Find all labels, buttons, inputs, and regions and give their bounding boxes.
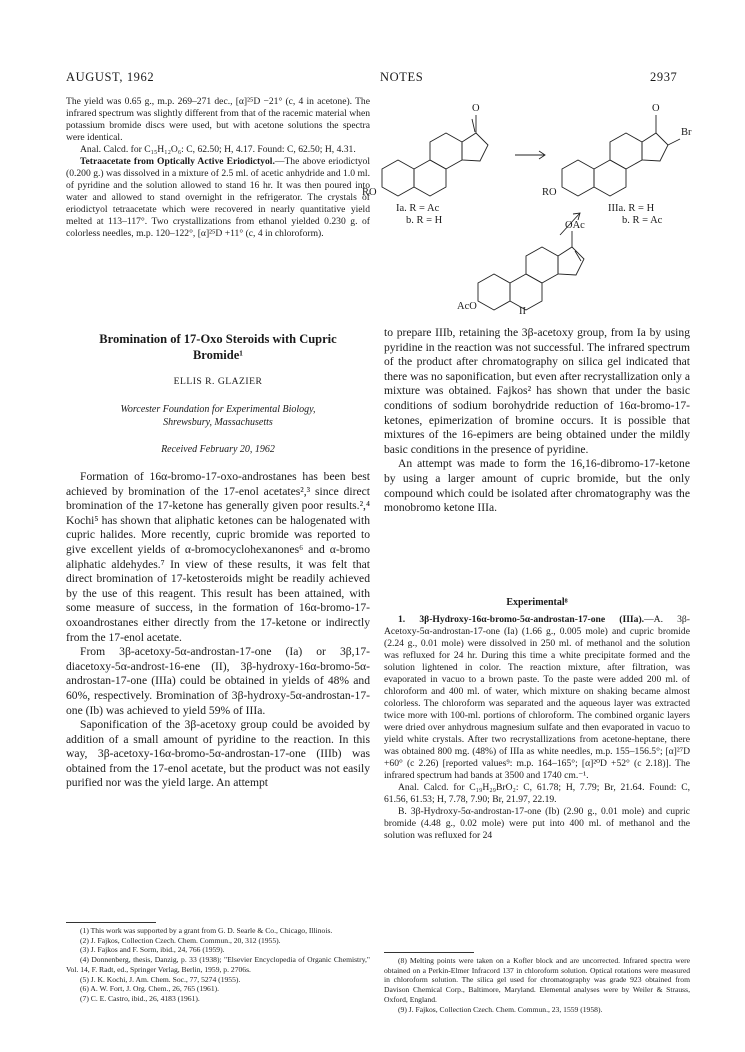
article-body-right <box>384 326 690 516</box>
compound-label-IIIa: IIIa. R = H <box>608 203 655 214</box>
procedure-text: —A. 3β-Acetoxy-5α-androstan-17-one (Ia) (1.66 g., 0.005 mole) and cupric bromide (2.24 g., 0.01 mole) were dissolved in 250 ml. of methanol and the solution was refluxed for 24 hr. During this time a white precipitate formed and the solution lightened in color. The reaction mixture, after filtration, was evaporated in vacuo to a brown paste. To the paste were added 200 ml. of chloroform and 400 ml. of water, which mixture on shaking became almost colorless. The chloroform was separated and the aqueous layer was extracted twice more with 100-ml. portions of chloroform. The combined organic layers were dried over anhydrous magnesium sulfate and then evaporated in vacuo to yield white crystals. After two recrystallizations from acetone-heptane, there was obtained 800 mg. (48%) of IIIa as white needles, m.p. 155–156.5°; [α]²⁷D +60° (c 2.26) [reported values⁹: m.p. 164–165°; [α]²⁰D +52° (c 2.18)]. The infrared spectrum had bands at 3500 and 1740 cm.⁻¹. <box>384 614 690 781</box>
steroid-structure-I <box>382 115 488 196</box>
footnote: (1) This work was supported by a grant from G. D. Searle & Co., Chicago, Illinois. <box>80 926 333 935</box>
body-paragraph: Formation of 16α-bromo-17-oxo-androstanes has been best achieved by bromination of the 17-enol acetates²,³ since direct bromination of the 17-ketone has generally given poor results.²,⁴ Kochi⁵ has shown that aliphatic ketones can be halogenated with cupric halides. More recently, cupric bromide was reported to give excellent yields of α-bromocyclohexanones⁶ and α-bromo aliphatic aldehydes.⁷ In view of these results, it was felt that direct bromination of 17-ketosteroids might be readily achieved by the use of this reagent. This result has been attained, with some measure of success, in the formation of 16α-bromo-17-oxoandrostanes either directly from the 17-ketone or indirectly from the 17-enol acetate. <box>66 470 370 644</box>
bromo-label: Br <box>681 127 692 138</box>
experimental-procedure-b: B. 3β-Hydroxy-5α-androstan-17-one (Ib) (2.90 g., 0.01 mole) and cupric bromide (4.48 g., 0.02 mole) were put into 400 ml. of methanol and the solution was refluxed for 24 <box>384 806 690 841</box>
compound-label-IIIb: b. R = Ac <box>622 215 663 226</box>
article-title <box>66 331 370 363</box>
footnote: (4) Donnenberg, thesis, Danzig, p. 33 (1938); "Elsevier Encyclopedia of Organic Chemistry," Vol. 14, F. Radt, ed., Springer Verlag, Berlin, 1959, p. 2706s. <box>66 955 370 974</box>
ro-label: RO <box>542 187 557 198</box>
footnote: (5) J. K. Kochi, J. Am. Chem. Soc., 77, 5274 (1955). <box>80 974 241 984</box>
author: ELLIS R. GLAZIER <box>173 376 263 387</box>
footnote-rule <box>66 922 156 923</box>
footnote: (3) J. Fajkos and F. Sorm, ibid., 24, 766 (1959). <box>80 945 225 955</box>
previous-note <box>66 96 370 240</box>
page-number: 2937 <box>650 70 678 84</box>
footnote-rule <box>384 952 474 953</box>
previous-note-text: —The above eriodictyol (0.200 g.) was dissolved in a mixture of 2.5 ml. of acetic anhydride and 1.0 ml. of pyridine and the solution allowed to stand 16 hr. It was then poured into water and allowed to stand overnight in the refrigerator. The crystals of eriodictyol tetraacetate which were recovered in nearly quantitative yield melted at 113–117°. Two crystallizations from ethanol yielded 0.230 g. of colorless needles, m.p. 120–122°, [α]²⁵D +11° (c, 4 in chloroform). <box>66 156 370 239</box>
aco-label: AcO <box>457 301 477 312</box>
footnote: (6) A. W. Fort, J. Org. Chem., 26, 765 (1961). <box>80 984 220 994</box>
footnotes-left <box>66 926 370 1004</box>
article-title-line: Bromide¹ <box>192 348 244 362</box>
elemental-analysis: Anal. Calcd. for C₁₉H₂₉BrO₂: C, 61.78; H, 7.79; Br, 21.64. Found: C, 61.56, 61.53; H, 7.78, 7.90; Br, 21.97, 22.19. <box>384 782 690 805</box>
footnote: (9) J. Fajkos, Collection Czech. Chem. Commun., 23, 1559 (1958). <box>398 1004 603 1014</box>
oac-label: OAc <box>565 220 585 231</box>
compound-label-II: II <box>519 306 526 317</box>
affiliation <box>66 403 370 429</box>
running-header-date: AUGUST, 1962 <box>66 70 155 84</box>
body-paragraph: An attempt was made to form the 16,16-dibromo-17-ketone by using a larger amount of cupric bromide, but the only compound which could be isolated after chromatography was the monobromo ketone IIIa. <box>384 457 690 515</box>
steroid-structure-III <box>562 115 680 196</box>
article-body-left <box>66 470 370 791</box>
previous-note-analysis: Anal. Calcd. for C₁₅H₁₂O₆: C, 62.50; H, 4.17. Found: C, 62.50; H, 4.31. <box>80 144 356 155</box>
footnote: (7) C. E. Castro, ibid., 26, 4183 (1961). <box>80 993 200 1003</box>
footnote: (8) Melting points were taken on a Kofler block and are uncorrected. Infrared spectra were obtained on a Perkin-Elmer Infracord 137 in chloroform solution. Optical rotations were measured in chloroform solution. The silica gel used for chromatography was grade 923 obtained from Davison Chemical Corp., Baltimore, Maryland. Elemental analyses were by Weiler & Strauss, Oxford, England. <box>384 956 690 1004</box>
body-paragraph: From 3β-acetoxy-5α-androstan-17-one (Ia) or 3β,17-diacetoxy-5α-androst-16-ene (II), 3β-hydroxy-16α-bromo-5α-androstan-17-one (IIIa) could be obtained in yields of 48% and 60%, respectively. Bromination of 3β-hydroxy-5α-androstan-17-one (Ib) was achieved to yield 59% of IIIa. <box>66 645 370 717</box>
article-title-line: Bromination of 17-Oxo Steroids with Cupric <box>99 332 337 346</box>
experimental-heading: Experimental⁸ <box>506 597 568 608</box>
ketone-oxygen-label: O <box>652 103 660 114</box>
affiliation-line: Worcester Foundation for Experimental Biology, <box>120 404 316 415</box>
previous-note-tetraacetate <box>66 156 370 240</box>
received-date: Received February 20, 1962 <box>161 444 275 455</box>
experimental-section <box>384 614 690 842</box>
experimental-procedure <box>384 614 690 782</box>
body-paragraph: Saponification of the 3β-acetoxy group could be avoided by addition of a small amount of pyridine to the reaction. In this way, 3β-acetoxy-16α-bromo-5α-androstan-17-one (IIIb) was obtained from the 17-enol acetate, but the product was not easily purified nor was the yield large. An attempt <box>66 718 370 790</box>
steroid-structure-II <box>478 231 584 310</box>
body-paragraph: to prepare IIIb, retaining the 3β-acetoxy group, from Ia by using pyridine in the reaction was not successful. The infrared spectrum of the product after chromatography on silica gel indicated that there was no saponification, but even after recrystallization only a mixture was obtained. Fajkos² has shown that under the basic conditions of sodium borohydride reduction of 16α-bromo-17-ketones, epimerization of bromine occurs. It is possible that mixtures of the 16-epimers are being obtained under the mildly basic conditions in the presence of pyridine. <box>384 326 690 456</box>
previous-note-paragraph: The yield was 0.65 g., m.p. 269–271 dec., [α]²⁵D −21° (c, 4 in acetone). The infrared spectrum was slightly different from that of the racemic material when potassium bromide discs were used, but with acetone solutions the spectra were identical. <box>66 96 370 143</box>
footnotes-right <box>384 956 690 1014</box>
compound-label-Ia: Ia. R = Ac <box>396 203 440 214</box>
compound-label-Ib: b. R = H <box>406 215 443 226</box>
footnote: (2) J. Fajkos, Collection Czech. Chem. Commun., 20, 312 (1955). <box>80 935 281 945</box>
reaction-scheme <box>362 95 710 315</box>
ro-label: RO <box>362 187 377 198</box>
procedure-heading: 1. 3β-Hydroxy-16α-bromo-5α-androstan-17-one (IIIa). <box>398 614 645 625</box>
running-header-section: NOTES <box>380 70 424 84</box>
subsection-heading: Tetraacetate from Optically Active Eriodictyol. <box>80 156 275 167</box>
affiliation-line: Shrewsbury, Massachusetts <box>163 417 273 428</box>
ketone-oxygen-label: O <box>472 103 480 114</box>
